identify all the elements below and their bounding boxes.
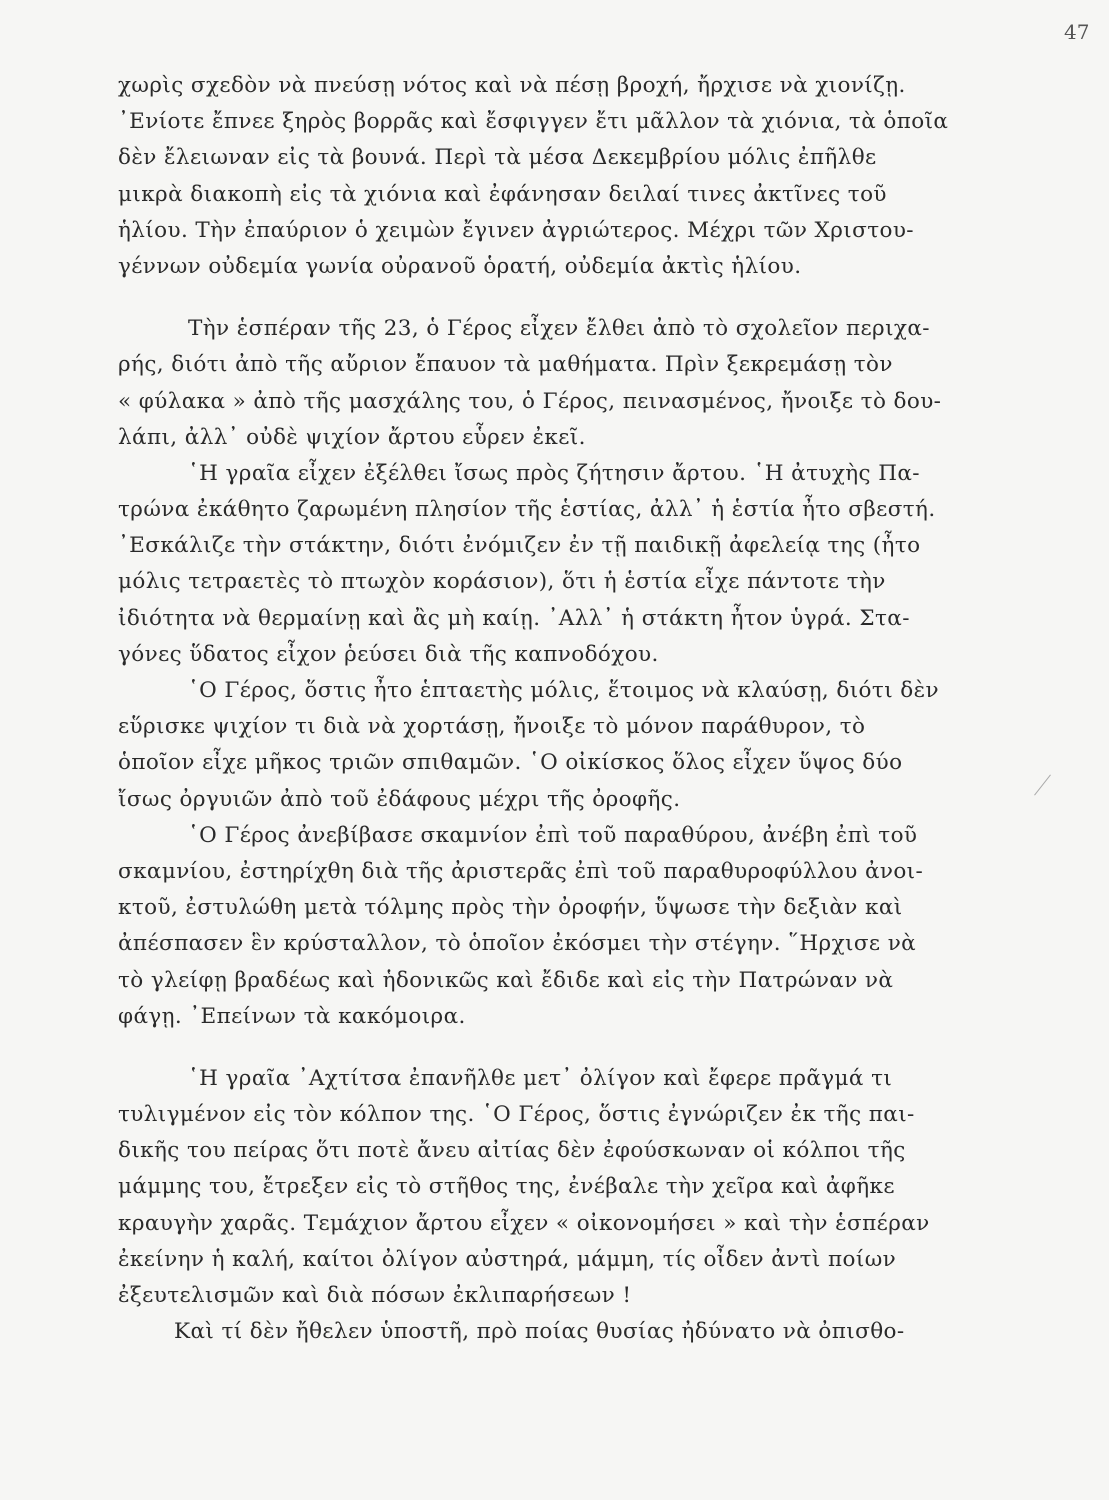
text-line: λάπι, ἀλλ᾿ οὐδὲ ψιχίον ἄρτου εὗρεν ἐκεῖ. bbox=[118, 424, 586, 450]
text-line: ἐξευτελισμῶν καὶ διὰ πόσων ἐκλιπαρήσεων ! bbox=[118, 1283, 632, 1308]
text-line: ῾Η γραῖα εἶχεν ἐξέλθει ἴσως πρὸς ζήτησιν ἄρτου. ῾Η ἀτυχὴς Πα- bbox=[188, 460, 920, 486]
text-line: τὸ γλείφῃ βραδέως καὶ ἡδονικῶς καὶ ἔδιδε καὶ εἰς τὴν Πατρώναν νὰ bbox=[118, 967, 894, 993]
paragraph-gap bbox=[118, 1035, 964, 1061]
text-line: ἰδιότητα νὰ θερμαίνῃ καὶ ἂς μὴ καίῃ. ᾿Αλλ᾿ ἡ στάκτη ἦτον ὑγρά. Στα- bbox=[118, 605, 910, 631]
text-line: δὲν ἔλειωναν εἰς τὰ βουνά. Περὶ τὰ μέσα Δεκεμβρίου μόλις ἐπῆλθε bbox=[118, 145, 877, 171]
text-line: ᾿Εσκάλιζε τὴν στάκτην, διότι ἐνόμιζεν ἐν τῇ παιδικῇ ἀφελείᾳ της (ἦτο bbox=[118, 533, 921, 559]
text-line: ἐκείνην ἡ καλή, καίτοι ὀλίγον αὐστηρά, μάμμη, τίς οἶδεν ἀντὶ ποίων bbox=[118, 1246, 897, 1272]
text-line: τρώνα ἐκάθητο ζαρωμένη πλησίον τῆς ἑστίας, ἀλλ᾿ ἡ ἑστία ἦτο σβεστή. bbox=[118, 497, 936, 523]
text-line: ῾Η γραῖα ᾿Αχτίτσα ἐπανῆλθε μετ᾿ ὀλίγον καὶ ἔφερε πρᾶγμά τι bbox=[188, 1065, 893, 1091]
text-line: εὕρισκε ψιχίον τι διὰ νὰ χορτάσῃ, ἤνοιξε τὸ μόνον παράθυρον, τὸ bbox=[118, 714, 866, 740]
text-line: γέννων οὐδεμία γωνία οὐρανοῦ ὁρατή, οὐδεμία ἀκτὶς ἡλίου. bbox=[118, 253, 802, 279]
text-line: ἀπέσπασεν ἓν κρύσταλλον, τὸ ὁποῖον ἐκόσμει τὴν στέγην. ῞Ηρχισε νὰ bbox=[118, 931, 917, 957]
text-line: σκαμνίου, ἐστηρίχθη διὰ τῆς ἀριστερᾶς ἐπὶ τοῦ παραθυροφύλλου ἀνοι- bbox=[118, 858, 924, 884]
body-text bbox=[118, 68, 964, 1350]
text-line: τυλιγμένον εἰς τὸν κόλπον της. ῾Ο Γέρος, ὅστις ἐγνώριζεν ἐκ τῆς παι- bbox=[118, 1102, 915, 1128]
text-line: δικῆς του πείρας ὅτι ποτὲ ἄνευ αἰτίας δὲν ἐφούσκωναν οἱ κόλποι τῆς bbox=[118, 1138, 906, 1164]
text-line: μικρὰ διακοπὴ εἰς τὰ χιόνια καὶ ἐφάνησαν δειλαί τινες ἀκτῖνες τοῦ bbox=[118, 181, 887, 207]
text-line: ῾Ο Γέρος, ὅστις ἦτο ἑπταετὴς μόλις, ἕτοιμος νὰ κλαύσῃ, διότι δὲν bbox=[188, 678, 940, 703]
text-line: ἡλίου. Τὴν ἐπαύριον ὁ χειμὼν ἔγινεν ἀγριώτερος. Μέχρι τῶν Χριστου- bbox=[118, 217, 914, 243]
text-line: Καὶ τί δὲν ἤθελεν ὑποστῆ, πρὸ ποίας θυσίας ἠδύνατο νὰ ὀπισθο- bbox=[174, 1319, 905, 1345]
text-line: ᾿Ενίοτε ἔπνεε ξηρὸς βορρᾶς καὶ ἔσφιγγεν ἔτι μᾶλλον τὰ χιόνια, τὰ ὁποῖα bbox=[118, 109, 949, 135]
text-line: γόνες ὕδατος εἶχον ῥεύσει διὰ τῆς καπνοδόχου. bbox=[118, 641, 659, 667]
text-line: φάγῃ. ᾿Επείνων τὰ κακόμοιρα. bbox=[118, 1003, 466, 1029]
text-line: ἴσως ὀργυιῶν ἀπὸ τοῦ ἐδάφους μέχρι τῆς ὀροφῆς. bbox=[118, 786, 681, 812]
text-line: ρής, διότι ἀπὸ τῆς αὔριον ἔπαυον τὰ μαθήματα. Πρὶν ξεκρεμάσῃ τὸν bbox=[118, 352, 893, 378]
text-line: χωρὶς σχεδὸν νὰ πνεύσῃ νότος καὶ νὰ πέσῃ βροχή, ἤρχισε νὰ χιονίζῃ. bbox=[118, 73, 906, 98]
text-line: ὁποῖον εἶχε μῆκος τριῶν σπιθαμῶν. ῾Ο οἰκίσκος ὅλος εἶχεν ὕψος δύο bbox=[118, 750, 903, 776]
text-line: ῾Ο Γέρος ἀνεβίβασε σκαμνίον ἐπὶ τοῦ παραθύρου, ἀνέβη ἐπὶ τοῦ bbox=[188, 822, 918, 848]
text-line: Τὴν ἑσπέραν τῆς 23, ὁ Γέρος εἶχεν ἔλθει ἀπὸ τὸ σχολεῖον περιχα- bbox=[188, 316, 930, 342]
page-number: 47 bbox=[1064, 20, 1090, 44]
text-line: κραυγὴν χαρᾶς. Τεμάχιον ἄρτου εἶχεν « οἰκονομήσει » καὶ τὴν ἑσπέραν bbox=[118, 1210, 930, 1236]
paragraph-gap bbox=[118, 285, 964, 311]
text-line: « φύλακα » ἀπὸ τῆς μασχάλης του, ὁ Γέρος, πεινασμένος, ἤνοιξε τὸ δου- bbox=[118, 388, 942, 414]
text-line: μόλις τετραετὲς τὸ πτωχὸν κοράσιον), ὅτι ἡ ἑστία εἶχε πάντοτε τὴν bbox=[118, 569, 886, 595]
text-line: μάμμης του, ἔτρεξεν εἰς τὸ στῆθος της, ἐνέβαλε τὴν χεῖρα καὶ ἀφῆκε bbox=[118, 1174, 895, 1200]
margin-mark bbox=[1034, 774, 1051, 795]
text-line: κτοῦ, ἐστυλώθη μετὰ τόλμης πρὸς τὴν ὀροφήν, ὕψωσε τὴν δεξιὰν καὶ bbox=[118, 895, 903, 921]
